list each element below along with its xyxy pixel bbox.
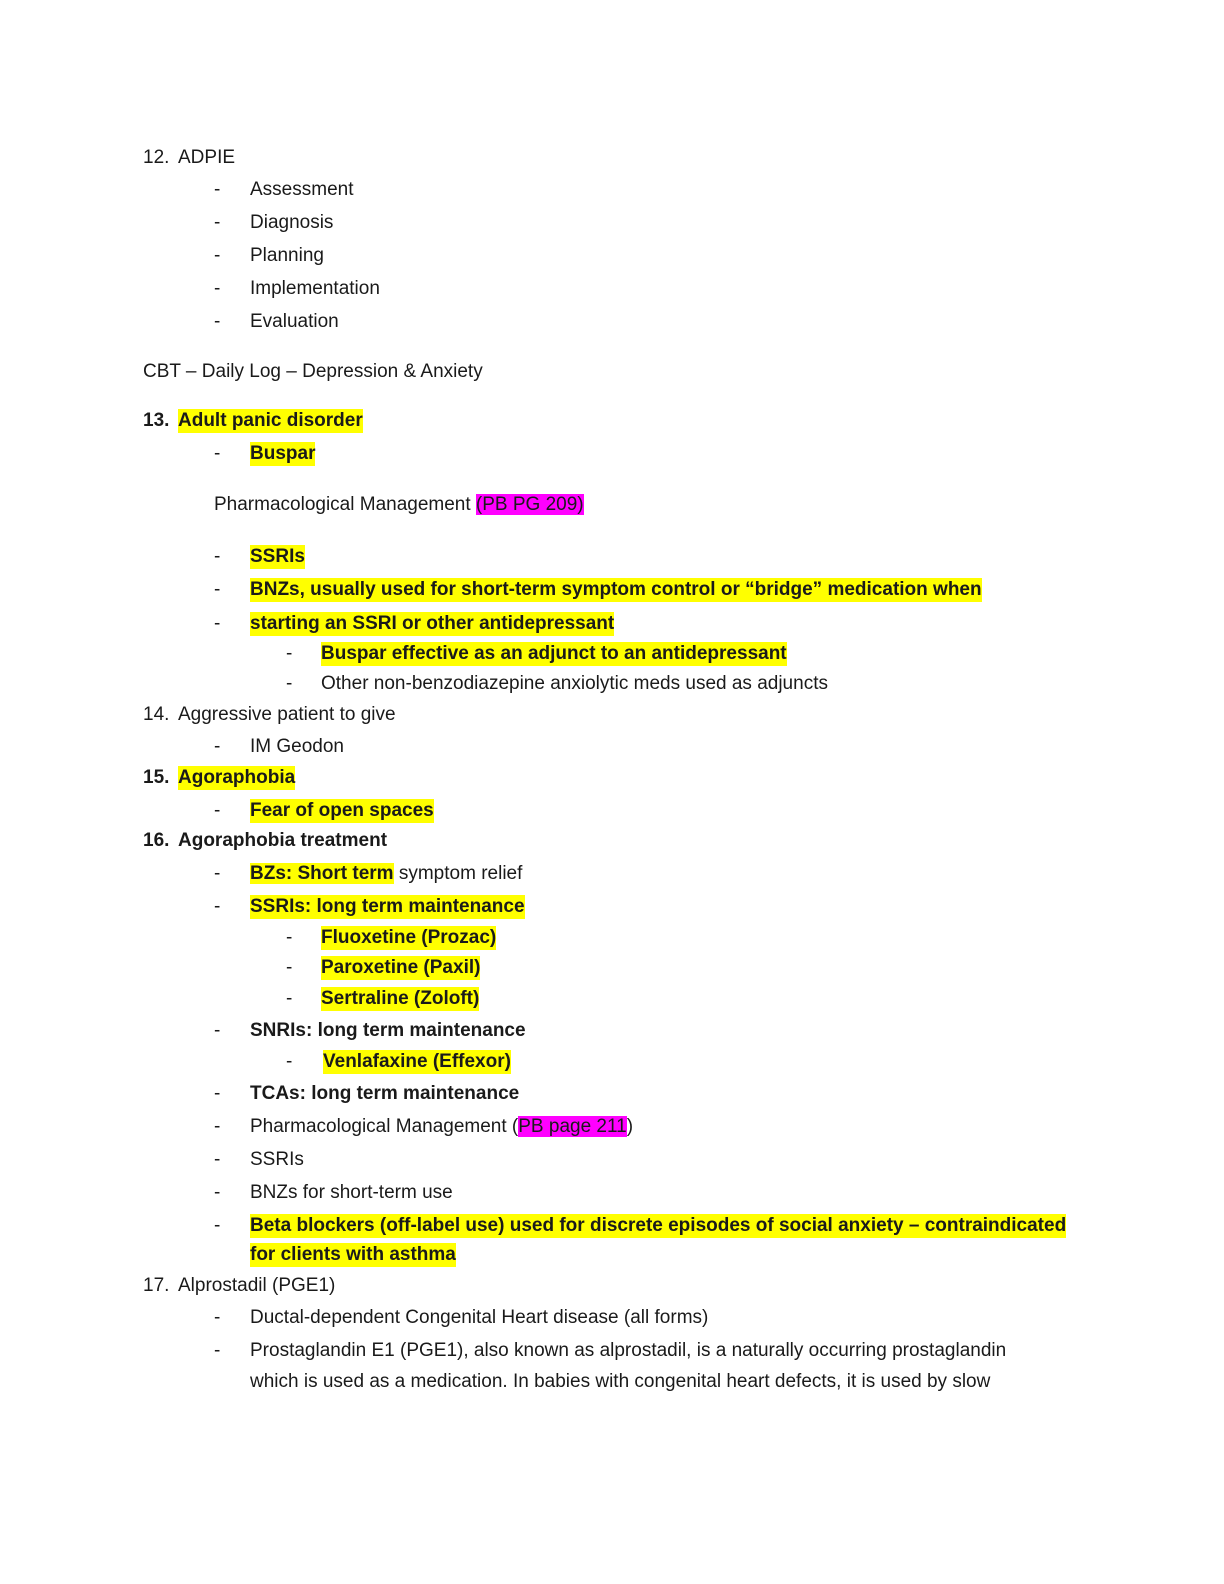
list-item-text: IM Geodon (250, 736, 344, 757)
page-reference: (PB PG 209) (475, 494, 584, 515)
close-paren: ) (626, 1116, 634, 1137)
cbt-text: CBT – Daily Log – Depression & Anxiety (143, 361, 483, 382)
bullet-dash: - (214, 1182, 221, 1203)
page-reference: PB page 211 (518, 1116, 627, 1137)
sub-list-item-text: Fluoxetine (Prozac) (321, 927, 497, 948)
bullet-dash: - (286, 643, 293, 664)
bullet-dash: - (286, 988, 293, 1009)
list-item-text: which is used as a medication. In babies with congenital heart defects, it is used by slow (250, 1371, 991, 1392)
section-title: Agoraphobia treatment (178, 830, 388, 851)
plain-text: symptom relief (393, 863, 523, 884)
sub-list-item-text: Sertraline (Zoloft) (321, 988, 480, 1009)
bullet-dash: - (214, 1307, 221, 1328)
list-item-text: starting an SSRI or other antidepressant (250, 613, 615, 634)
section-number: 16. (143, 830, 170, 851)
highlighted-text: BZs: Short term (250, 863, 394, 884)
bullet-dash: - (214, 443, 221, 464)
list-item-text: SSRIs: long term maintenance (250, 896, 525, 917)
bullet-dash: - (214, 179, 221, 200)
pharm-label: Pharmacological Management (214, 494, 476, 515)
bullet-dash: - (214, 863, 221, 884)
list-item-text: Assessment (250, 179, 354, 200)
bullet-dash: - (214, 613, 221, 634)
section-title: Agoraphobia (178, 767, 296, 788)
bullet-dash: - (214, 1083, 221, 1104)
bullet-dash: - (214, 800, 221, 821)
list-item-text: Fear of open spaces (250, 800, 434, 821)
bullet-dash: - (214, 1116, 221, 1137)
bullet-dash: - (214, 278, 221, 299)
bullet-dash: - (286, 927, 293, 948)
list-item-text: Prostaglandin E1 (PGE1), also known as alprostadil, is a naturally occurring prostaglandin (250, 1340, 1007, 1361)
sub-list-item-text: Paroxetine (Paxil) (321, 957, 481, 978)
bullet-dash: - (214, 311, 221, 332)
list-item-text: Beta blockers (off-label use) used for discrete episodes of social anxiety – contraindicated (250, 1215, 1067, 1236)
bullet-dash: - (286, 957, 293, 978)
list-item-text (250, 862, 522, 886)
bullet-dash: - (214, 1149, 221, 1170)
list-item-text: Ductal-dependent Congenital Heart disease (all forms) (250, 1307, 709, 1328)
list-item-text: Evaluation (250, 311, 339, 332)
list-item-text: Implementation (250, 278, 380, 299)
bullet-dash: - (214, 736, 221, 757)
section-number: 17. (143, 1275, 170, 1296)
pharm-management-text (214, 493, 584, 517)
bullet-dash: - (214, 1340, 221, 1361)
bullet-dash: - (214, 245, 221, 266)
list-item-text: Buspar (250, 443, 316, 464)
list-item-text: SNRIs: long term maintenance (250, 1020, 526, 1041)
list-item-text: for clients with asthma (250, 1244, 456, 1265)
list-item-text: SSRIs (250, 1149, 304, 1170)
section-title: ADPIE (178, 147, 236, 168)
bullet-dash: - (214, 546, 221, 567)
bullet-dash: - (286, 673, 293, 694)
list-item-text: BNZs, usually used for short-term symptom control or “bridge” medication when (250, 579, 982, 600)
list-item-text: SSRIs (250, 546, 305, 567)
bullet-dash: - (286, 1051, 293, 1072)
section-title: Adult panic disorder (178, 410, 363, 431)
list-item-text (250, 1115, 633, 1139)
section-number: 12. (143, 147, 170, 168)
bullet-dash: - (214, 212, 221, 233)
sub-list-item-text: Buspar effective as an adjunct to an antidepressant (321, 643, 787, 664)
bullet-dash: - (214, 579, 221, 600)
list-item-text: BNZs for short-term use (250, 1182, 453, 1203)
sub-list-item-text: Other non-benzodiazepine anxiolytic meds used as adjuncts (321, 673, 828, 694)
section-title: Alprostadil (PGE1) (178, 1275, 336, 1296)
list-item-text: Diagnosis (250, 212, 334, 233)
bullet-dash: - (214, 896, 221, 917)
list-item-text: TCAs: long term maintenance (250, 1083, 520, 1104)
pharm-label: Pharmacological Management ( (250, 1116, 519, 1137)
bullet-dash: - (214, 1215, 221, 1236)
section-number: 13. (143, 410, 170, 431)
section-number: 15. (143, 767, 170, 788)
section-title: Aggressive patient to give (178, 704, 396, 725)
bullet-dash: - (214, 1020, 221, 1041)
list-item-text: Planning (250, 245, 324, 266)
section-number: 14. (143, 704, 170, 725)
sub-list-item-text: Venlafaxine (Effexor) (323, 1051, 511, 1072)
